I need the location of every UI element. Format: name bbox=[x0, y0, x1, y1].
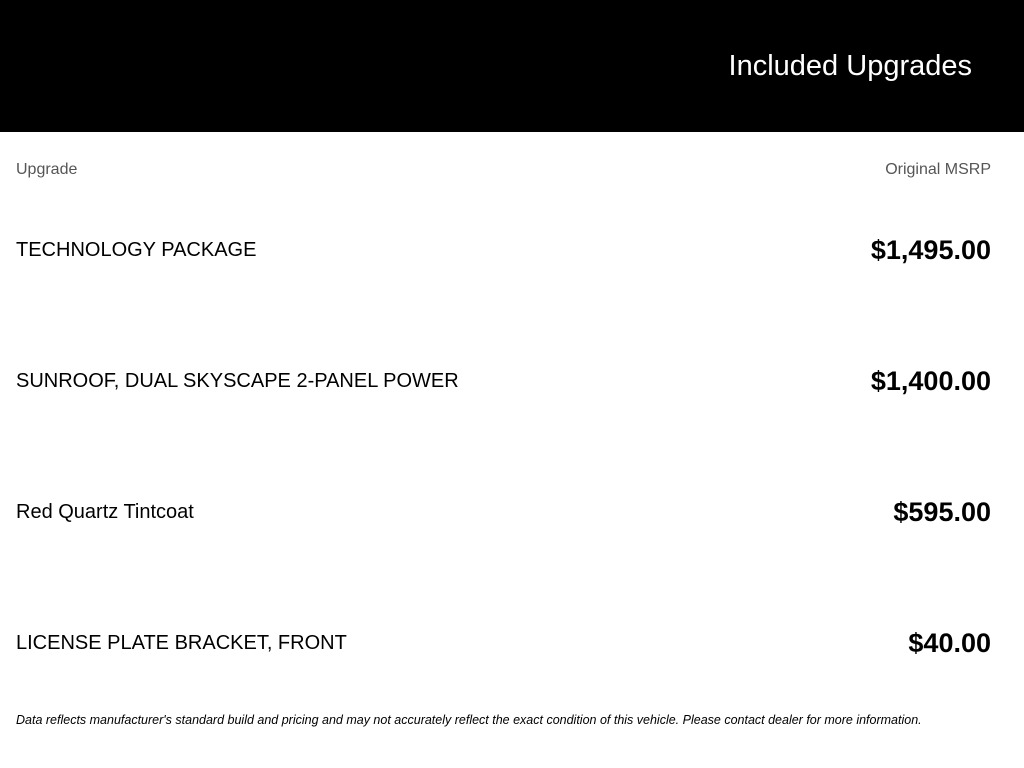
page-title: Included Upgrades bbox=[728, 50, 972, 82]
upgrade-name: SUNROOF, DUAL SKYSCAPE 2-PANEL POWER bbox=[16, 370, 459, 392]
disclaimer-text: Data reflects manufacturer's standard build and pricing and may not accurately reflect the exact condition of this vehicle. Please contact dealer for more information. bbox=[16, 713, 922, 727]
column-header-upgrade: Upgrade bbox=[16, 161, 78, 178]
upgrade-name: TECHNOLOGY PACKAGE bbox=[16, 239, 257, 261]
upgrade-price: $1,495.00 bbox=[870, 235, 991, 265]
upgrade-price: $40.00 bbox=[908, 628, 991, 658]
upgrade-row bbox=[16, 361, 991, 401]
upgrade-row bbox=[16, 230, 991, 270]
column-header-original-msrp: Original MSRP bbox=[885, 161, 991, 178]
upgrade-name: LICENSE PLATE BRACKET, FRONT bbox=[16, 632, 347, 654]
upgrade-name: Red Quartz Tintcoat bbox=[16, 501, 194, 523]
upgrade-row bbox=[16, 492, 991, 532]
header-band bbox=[0, 0, 1024, 132]
upgrade-row bbox=[16, 623, 991, 663]
upgrade-price: $595.00 bbox=[893, 497, 991, 527]
upgrade-price: $1,400.00 bbox=[870, 366, 991, 396]
